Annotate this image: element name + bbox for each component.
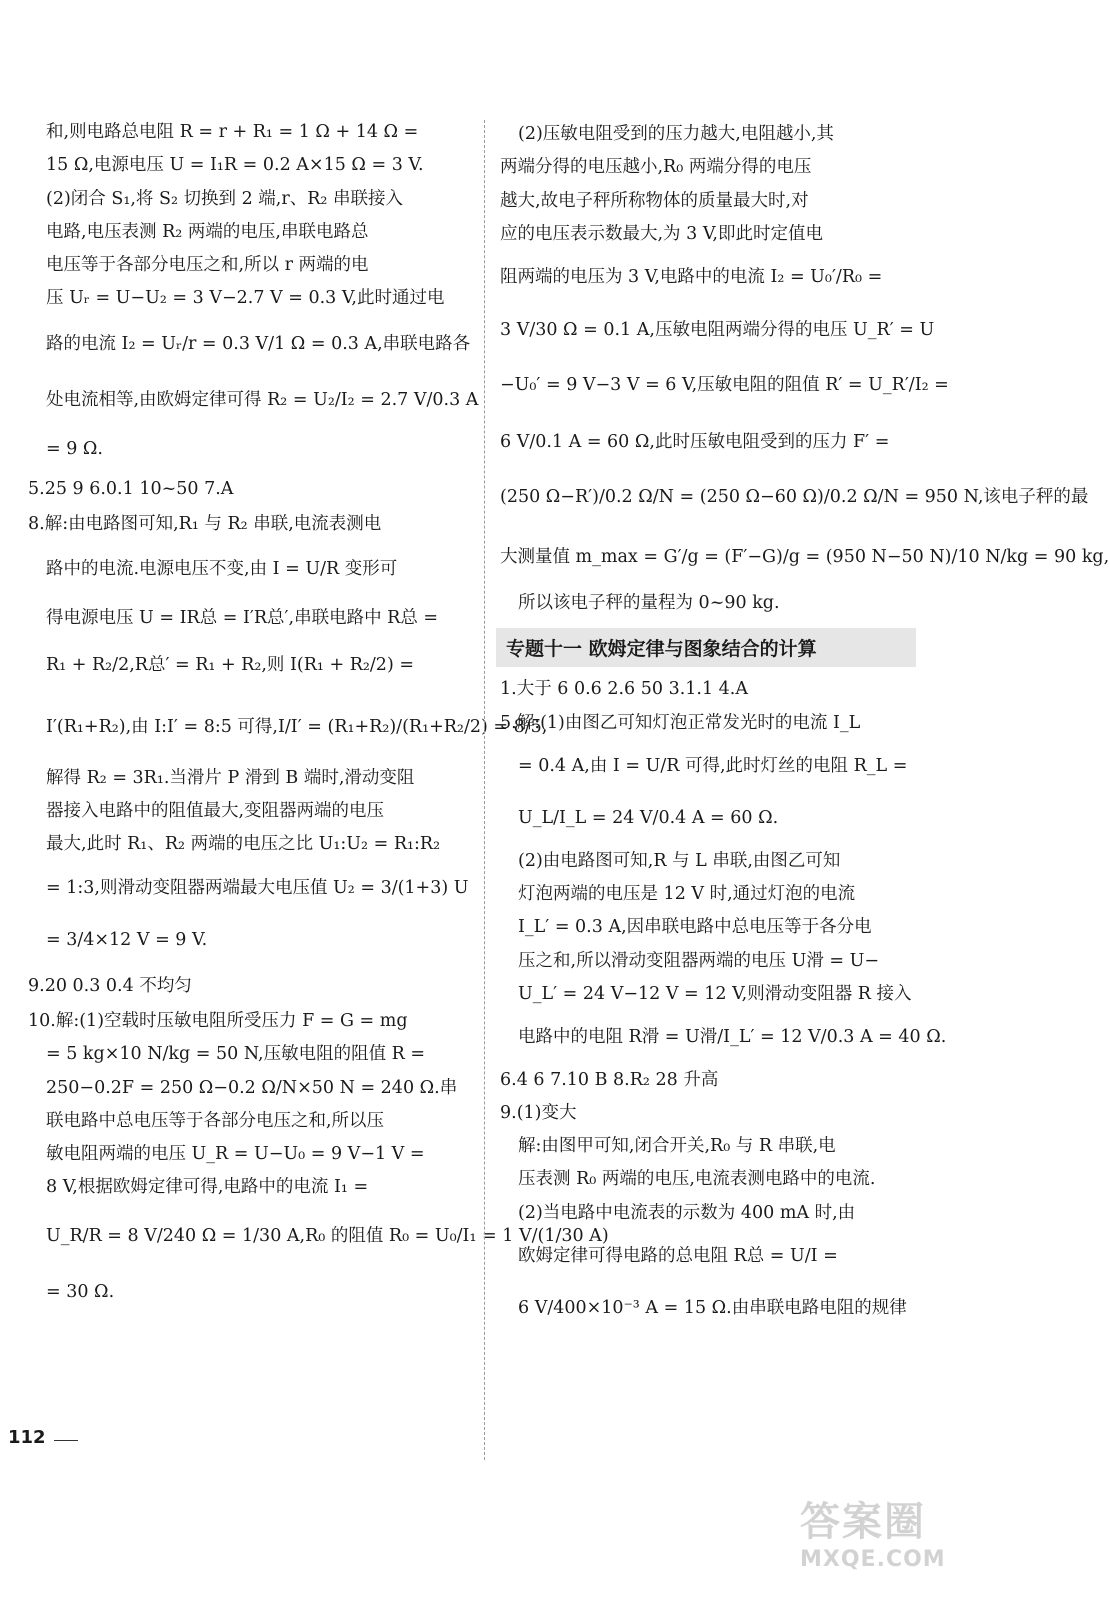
text-line: 15 Ω,电源电压 U = I₁R = 0.2 A×15 Ω = 3 V. bbox=[46, 155, 424, 176]
question-9-start: 9.(1)变大 bbox=[500, 1102, 577, 1123]
text-line: 解得 R₂ = 3R₁.当滑片 P 滑到 B 端时,滑动变阻 bbox=[46, 767, 415, 788]
column-divider bbox=[484, 120, 485, 1460]
text-line: 压表测 R₀ 两端的电压,电流表测电路中的电流. bbox=[518, 1169, 876, 1190]
text-line: I_L′ = 0.3 A,因串联电路中总电压等于各分电 bbox=[518, 917, 872, 938]
text-line: U_L/I_L = 24 V/0.4 A = 60 Ω. bbox=[518, 808, 779, 829]
text-line: U_R/R = 8 V/240 Ω = 1/30 A,R₀ 的阻值 R₀ = U₀/I₁ = 1 V/(1/30 A) bbox=[46, 1225, 609, 1246]
text-line: 最大,此时 R₁、R₂ 两端的电压之比 U₁:U₂ = R₁:R₂ bbox=[46, 834, 441, 855]
text-line: 欧姆定律可得电路的总电阻 R总 = U/I = bbox=[518, 1245, 838, 1266]
text-line: 电路,电压表测 R₂ 两端的电压,串联电路总 bbox=[46, 221, 369, 242]
text-line: 250−0.2F = 250 Ω−0.2 Ω/N×50 N = 240 Ω.串 bbox=[46, 1077, 458, 1098]
text-line: (2)闭合 S₁,将 S₂ 切换到 2 端,r、R₂ 串联接入 bbox=[46, 188, 403, 209]
text-line: 路的电流 I₂ = Uᵣ/r = 0.3 V/1 Ω = 0.3 A,串联电路各 bbox=[46, 333, 471, 354]
text-line: 电压等于各部分电压之和,所以 r 两端的电 bbox=[46, 255, 369, 275]
text-line: (2)由电路图可知,R 与 L 串联,由图乙可知 bbox=[518, 850, 841, 871]
text-line: 和,则电路总电阻 R = r + R₁ = 1 Ω + 14 Ω = bbox=[46, 122, 419, 142]
text-line: U_L′ = 24 V−12 V = 12 V,则滑动变阻器 R 接入 bbox=[518, 983, 912, 1004]
text-line: R₁ + R₂/2,R总′ = R₁ + R₂,则 I(R₁ + R₂/2) = bbox=[46, 655, 414, 676]
text-line: = 0.4 A,由 I = U/R 可得,此时灯丝的电阻 R_L = bbox=[518, 755, 908, 776]
text-line: (250 Ω−R′)/0.2 Ω/N = (250 Ω−60 Ω)/0.2 Ω/N = 950 N,该电子秤的最 bbox=[500, 487, 1089, 507]
text-line: 路中的电流.电源电压不变,由 I = U/R 变形可 bbox=[46, 559, 398, 580]
text-line: 处电流相等,由欧姆定律可得 R₂ = U₂/I₂ = 2.7 V/0.3 A bbox=[46, 389, 479, 410]
answer-line: 5.25 9 6.0.1 10~50 7.A bbox=[28, 478, 234, 499]
text-line: (2)压敏电阻受到的压力越大,电阻越小,其 bbox=[518, 124, 834, 144]
page-number-rule bbox=[54, 1440, 78, 1441]
page-number: 112 bbox=[8, 1427, 46, 1448]
text-line: 电路中的电阻 R滑 = U滑/I_L′ = 12 V/0.3 A = 40 Ω. bbox=[518, 1027, 947, 1047]
text-line: = 9 Ω. bbox=[46, 438, 103, 459]
text-line: 灯泡两端的电压是 12 V 时,通过灯泡的电流 bbox=[518, 884, 856, 904]
answer-line: 6.4 6 7.10 B 8.R₂ 28 升高 bbox=[500, 1069, 719, 1090]
text-line: −U₀′ = 9 V−3 V = 6 V,压敏电阻的阻值 R′ = U_R′/I₂ = bbox=[500, 375, 949, 395]
question-10-start: 10.解:(1)空载时压敏电阻所受压力 F = G = mg bbox=[28, 1011, 408, 1031]
text-line: 敏电阻两端的电压 U_R = U−U₀ = 9 V−1 V = bbox=[46, 1144, 425, 1164]
watermark-logo bbox=[800, 1490, 980, 1580]
text-line: I′(R₁+R₂),由 I:I′ = 8:5 可得,I/I′ = (R₁+R₂)/(R₁+R₂/2) = 8/5, bbox=[46, 716, 548, 737]
text-line: = 3/4×12 V = 9 V. bbox=[46, 930, 208, 950]
question-8-start: 8.解:由电路图可知,R₁ 与 R₂ 串联,电流表测电 bbox=[28, 514, 382, 534]
watermark-cn: 答案圈 bbox=[800, 1499, 926, 1545]
right-column bbox=[500, 118, 1109, 1335]
text-line: (2)当电路中电流表的示数为 400 mA 时,由 bbox=[518, 1202, 856, 1223]
text-line: = 1:3,则滑动变阻器两端最大电压值 U₂ = 3/(1+3) U bbox=[46, 877, 469, 898]
text-line: 大测量值 m_max = G′/g = (F′−G)/g = (950 N−50 N)/10 N/kg = 90 kg, bbox=[500, 546, 1109, 567]
text-line: 8 V,根据欧姆定律可得,电路中的电流 I₁ = bbox=[46, 1177, 369, 1198]
text-line: 得电源电压 U = IR总 = I′R总′,串联电路中 R总 = bbox=[46, 608, 439, 629]
text-line: 6 V/400×10⁻³ A = 15 Ω.由串联电路电阻的规律 bbox=[518, 1298, 907, 1319]
text-line: 应的电压表示数最大,为 3 V,即此时定值电 bbox=[500, 223, 823, 244]
section-title: 专题十一 欧姆定律与图象结合的计算 bbox=[496, 628, 916, 667]
text-line: 解:由图甲可知,闭合开关,R₀ 与 R 串联,电 bbox=[518, 1136, 836, 1156]
text-line: 联电路中总电压等于各部分电压之和,所以压 bbox=[46, 1110, 385, 1131]
text-line: 3 V/30 Ω = 0.1 A,压敏电阻两端分得的电压 U_R′ = U bbox=[500, 319, 935, 340]
text-line: 器接入电路中的阻值最大,变阻器两端的电压 bbox=[46, 801, 385, 821]
text-line: = 30 Ω. bbox=[46, 1281, 115, 1302]
answer-line: 1.大于 6 0.6 2.6 50 3.1.1 4.A bbox=[500, 679, 748, 700]
text-line: = 5 kg×10 N/kg = 50 N,压敏电阻的阻值 R = bbox=[46, 1044, 426, 1065]
question-5-start: 5.解:(1)由图乙可知灯泡正常发光时的电流 I_L bbox=[500, 712, 861, 733]
text-line: 两端分得的电压越小,R₀ 两端分得的电压 bbox=[500, 157, 812, 178]
text-line: 阻两端的电压为 3 V,电路中的电流 I₂ = U₀′/R₀ = bbox=[500, 267, 883, 287]
watermark-en: MXQE.COM bbox=[800, 1547, 946, 1572]
text-line: 所以该电子秤的量程为 0~90 kg. bbox=[518, 593, 780, 613]
text-line: 压之和,所以滑动变阻器两端的电压 U滑 = U− bbox=[518, 950, 880, 971]
text-line: 压 Uᵣ = U−U₂ = 3 V−2.7 V = 0.3 V,此时通过电 bbox=[46, 288, 445, 309]
text-line: 越大,故电子秤所称物体的质量最大时,对 bbox=[500, 190, 809, 211]
text-line: 6 V/0.1 A = 60 Ω,此时压敏电阻受到的压力 F′ = bbox=[500, 431, 890, 452]
answer-line: 9.20 0.3 0.4 不均匀 bbox=[28, 975, 192, 996]
